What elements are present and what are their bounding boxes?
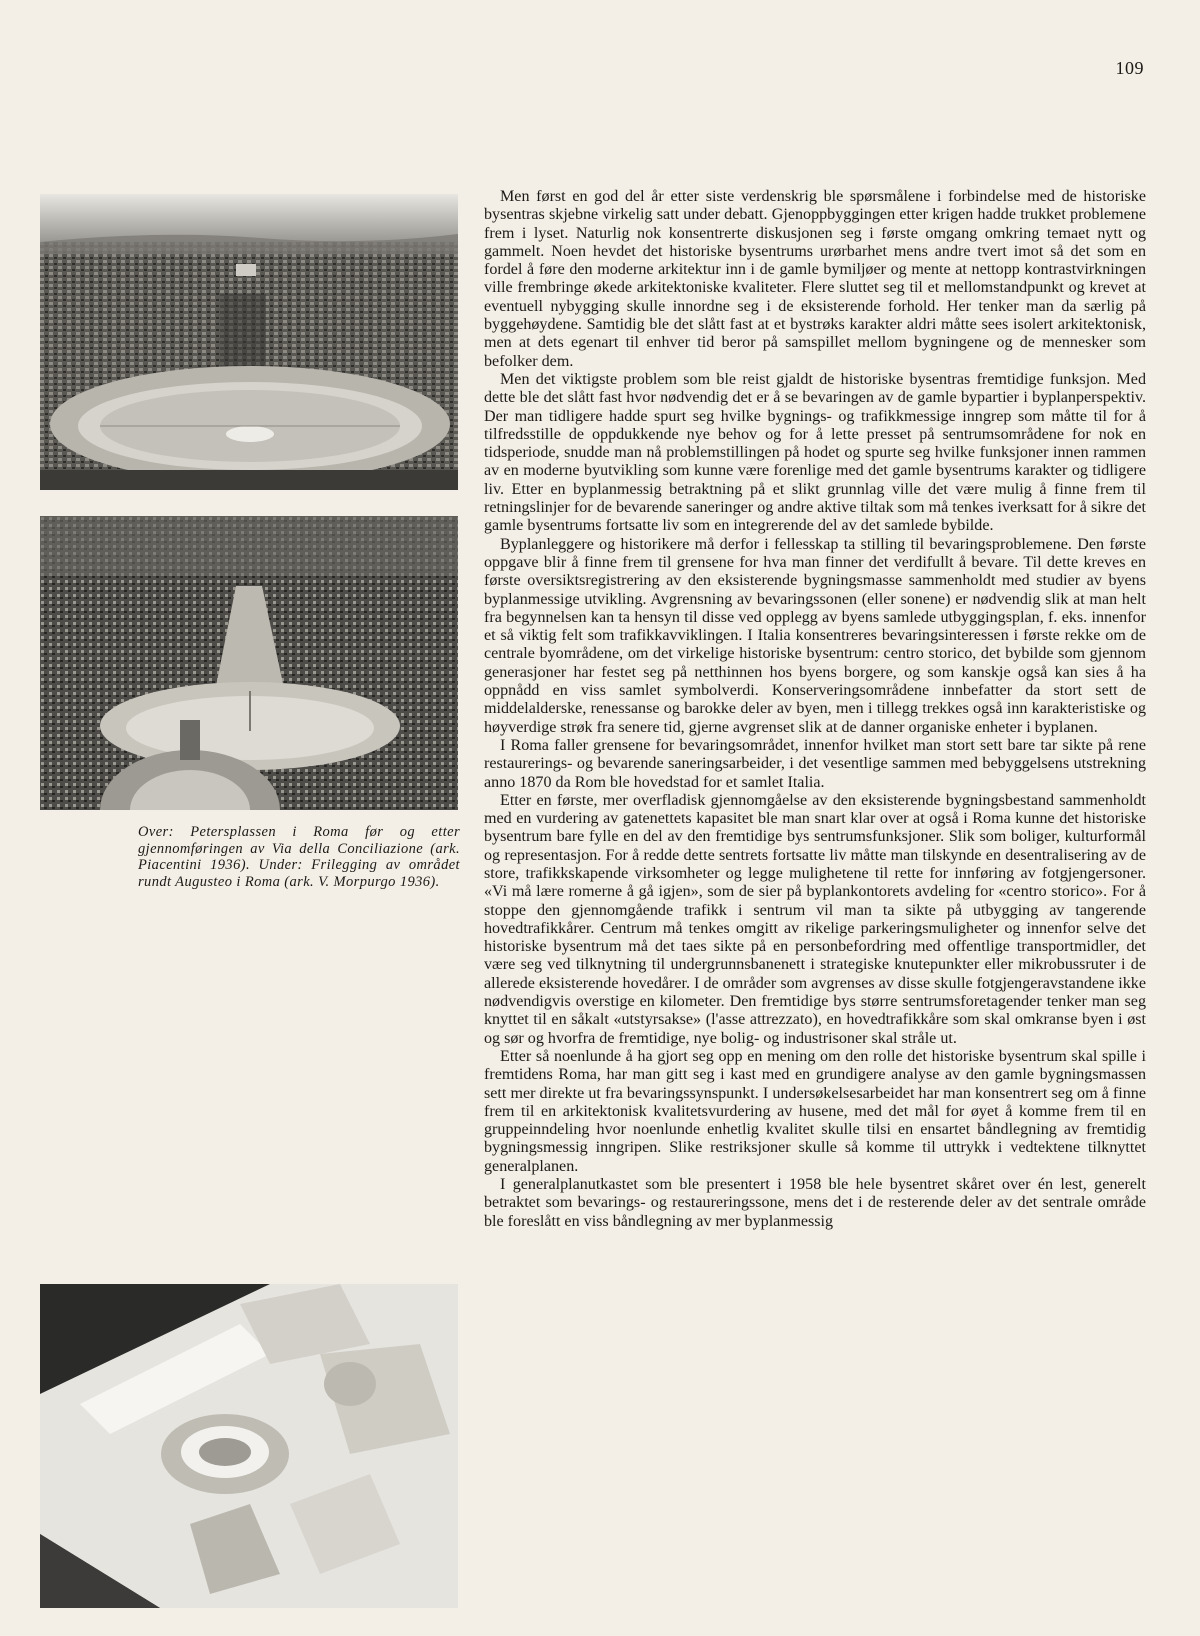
article-paragraph: Men det viktigste problem som ble reist gjaldt de historiske bysentras fremtidige funksjon. Med dette ble det slått fast hvor nødvendig det er å se bevaringen av de gamle bypartier i byplanperspektiv. Der man tidligere hadde spurt seg hvilke bygnings- og trafikkmessige inngrep som måtte til for å tilfredsstille de oppdukkende nye behov og for å lette presset på sentrumsområdene for nok en tidsperiode, snudde man nå problemstillingen på hodet og spurte seg hvilke funksjoner innen rammen av en moderne byutvikling som kunne være forenlige med det gamle bysentrums karakter og tidligere liv. Etter en byplanmessig betraktning på et slikt grunnlag ville det være mulig å finne frem til retningslinjer for de bevarende saneringer og andre aktive tiltak som må tenkes iverksatt for å sikre det gamle bysentrums fortsatte liv som en integrerende del av det samlede bybilde. (484, 370, 1146, 535)
photo-petersplassen-before (40, 194, 458, 490)
aerial-photo-image (40, 516, 458, 810)
article-paragraph: Etter en første, mer overfladisk gjennomgåelse av den eksisterende bygningsbestand sammenholdt med en vurdering av gatenettets kapasitet ble man snart klar over at også i Roma kunne det historiske bysentrum bare fylle en del av den fremtidige bys sentrumsfunksjoner. Slik som boliger, kulturformål og representasjon. For å redde dette sentrets fortsatte liv måtte man tilskynde en desentralisering av de store, trafikkskapende virksomheter og legge mulighetene til rette for innføring av fotgjengersoner. «Vi må lære romerne å gå igjen», som de sier på byplankontorets avdeling for «centro storico». For å stoppe den gjennomgående trafikk i sentrum vil man ta sikte på utbygging av tangerende hovedtrafikkårer. Centrum må tenkes omgitt av rikelige parkeringsmuligheter og innenfor selve det historiske bysentrum må det taes sikte på en personbefordring med offentlige transportmidler, det være seg ved tilknytning til undergrunnsbanenett i strategiske knutepunkter eller mikrobussruter i de allerede eksisterende hovedårer. I de områder som avgrenses av disse skulle fotgjengeravstandene ikke nødvendigvis overstige en kilometer. Den fremtidige bys større sentrumsforetagender tenker man seg knyttet til en såkalt «utstyrsakse» (l'asse attrezzato), en hovedtrafikkåre som skal omkranse byen i øst og sør og hvorfra de fremtidige, nye bolig- og industrisoner skal stråle ut. (484, 791, 1146, 1047)
photo-petersplassen-after (40, 516, 458, 810)
article-body (484, 188, 1146, 1231)
page-number: 109 (1115, 58, 1144, 78)
article-paragraph: I Roma faller grensene for bevaringsområdet, innenfor hvilket man stort sett bare tar sikte på rene restaurerings- og bevarende saneringsarbeider, i det vesentlige sammen med bebyggelsens utstrekning anno 1870 da Rom ble hovedstad for et samlet Italia. (484, 736, 1146, 791)
figure-caption: Over: Petersplassen i Roma før og etter gjennomføringen av Via della Conciliazione (ark. Piacentini 1936). Under: Frilegging av området rundt Augusteo i Roma (ark. V. Morpurgo 1936). (138, 824, 460, 890)
article-paragraph: Etter så noenlunde å ha gjort seg opp en mening om den rolle det historiske bysentrum skal spille i fremtidens Roma, har man gitt seg i kast med en grundigere analyse av den gamle bygningsmassen sett mer direkte ut fra bevaringssynspunkt. I undersøkelsesarbeidet har man konsentrert seg om å finne frem til en arkitektonisk kvalitetsvurdering av husene, med det mål for øyet å komme frem til en gruppeinndeling hvor noenlunde enhetlig kvalitet skulle tilsi en ensartet båndlegning av fremtidig bygningsmessig inngripen. Slike restriksjoner skulle så komme til uttrykk i vedtektene tilknyttet generalplanen. (484, 1047, 1146, 1175)
photo-augusteo-model (40, 1284, 458, 1608)
aerial-photo-image (40, 194, 458, 490)
article-paragraph: Byplanleggere og historikere må derfor i fellesskap ta stilling til bevaringsproblemene. Den første oppgave blir å finne frem til grensene for hva man finner det verdifullt å bevare. Til dette kreves en første oversiktsregistrering av den eksisterende bygningsmasse sammenholdt med studier av byens byplanmessige utvikling. Avgrensning av bevaringssonen (eller sonene) er nødvendig slik at man helt fra begynnelsen kan ta hensyn til disse ved opplegg av byens samlede utbyggingsplan, f. eks. innenfor et så viktig felt som trafikkavviklingen. I Italia konsentreres bevaringsinteressen i første rekke om de centrale byområdene, om det virkelige historiske bysentrum: centro storico, det bybilde som gjennom generasjoner har festet seg på netthinnen hos byens borgere, og som kanskje også kan sies å ha oppnådd en viss samlet symbolverdi. Konserveringsområdene innbefatter da stort sett de middelalderske, renessanse og barokke deler av byen, men i tillegg trekkes også inn karakteristiske og høyverdige strøk fra senere tid, gjerne avgrenset slik at de danner organiske enheter i byplanen. (484, 535, 1146, 736)
model-photo-image (40, 1284, 458, 1608)
article-paragraph: I generalplanutkastet som ble presentert i 1958 ble hele bysentret skåret over én lest, generelt betraktet som bevarings- og restaureringssone, mens det i de resterende deler av det sentrale område ble foreslått en viss båndlegning av mer byplanmessig (484, 1176, 1146, 1230)
article-paragraph: Men først en god del år etter siste verdenskrig ble spørsmålene i forbindelse med de historiske bysentras skjebne virkelig satt under debatt. Gjenoppbyggingen etter krigen hadde trukket problemene frem i lyset. Naturlig nok konsentrerte diskusjonen seg i første omgang omkring temaet nytt og gammelt. Noen hevdet det historiske bysentrums urørbarhet mens andre tvert imot så det som en fordel å føre den moderne arkitektur inn i de gamle bymiljøer og mente at nettopp kontrastvirkningen ville frembringe økede arkitektoniske kvaliteter. Flere sluttet seg til et mellomstandpunkt og krevet at eventuell nybygging skulle innordne seg i de eksisterende forhold. Her tenker man da særlig på byggehøydene. Samtidig ble det slått fast at et bystrøks karakter aldri måtte sees isolert arkitektonisk, men at dets egenart til enhver tid beror på samspillet mellom bygningene og de mennesker som befolker dem. (484, 188, 1146, 370)
